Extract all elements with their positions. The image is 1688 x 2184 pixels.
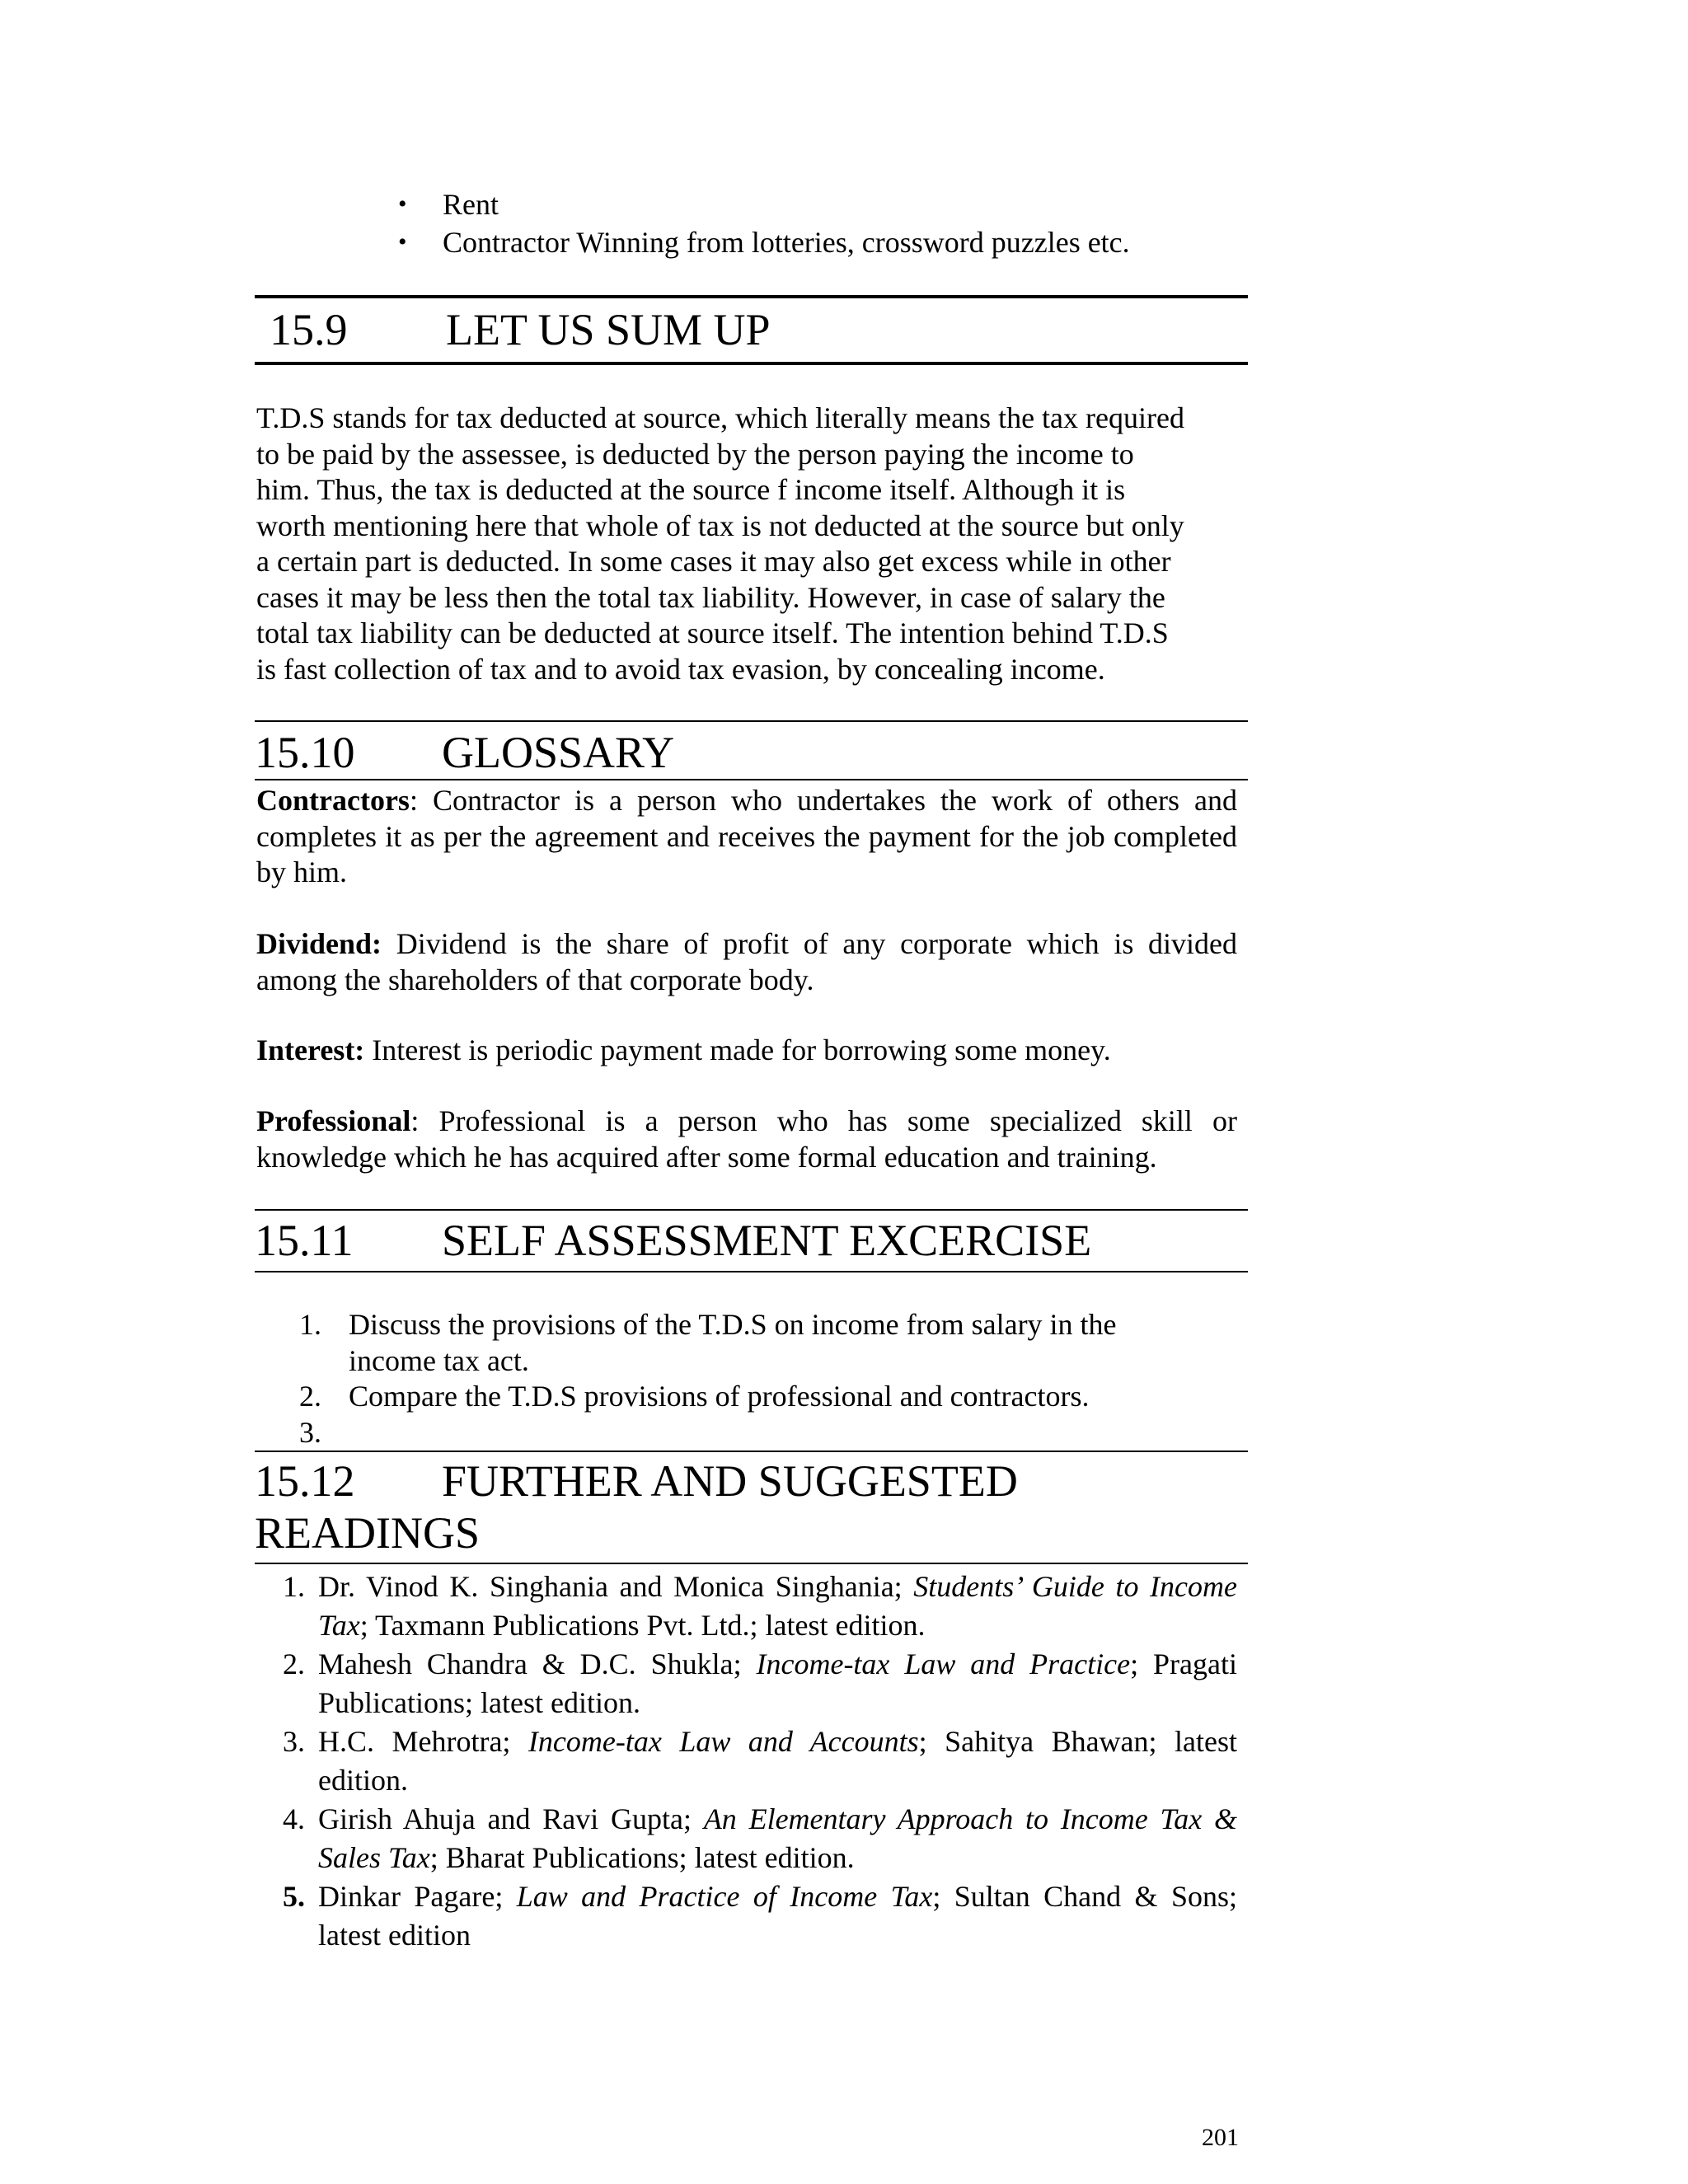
heading-rule-bottom — [255, 779, 1248, 780]
list-marker: 4. — [283, 1802, 305, 1835]
bullet-symbol: • — [398, 228, 407, 255]
section-heading-15-9 — [270, 305, 1263, 356]
section-heading-15-11 — [255, 1216, 1248, 1265]
glossary-definition: Dividend is the share of profit of any corporate which is divided among the shareholders of that corporate body. — [256, 927, 1237, 996]
section-title: LET US SUM UP — [446, 305, 771, 354]
list-marker: 3. — [283, 1725, 305, 1758]
heading-rule-top — [255, 720, 1248, 722]
section-number: 15.12 — [255, 1456, 355, 1506]
glossary-separator: : — [409, 784, 418, 817]
heading-rule-top — [255, 295, 1248, 298]
reading-item — [283, 1568, 1237, 1645]
glossary-entry-dividend — [256, 926, 1237, 998]
reading-title: An Elementary Approach to Income Tax & Sales Tax — [318, 1802, 1238, 1874]
list-marker: 5. — [283, 1880, 305, 1913]
section-title-continued: READINGS — [255, 1508, 481, 1558]
bullet-text: Contractor Winning from lotteries, crossword puzzles etc. — [443, 226, 1130, 259]
bullet-symbol: • — [398, 190, 407, 218]
section-number: 15.11 — [255, 1216, 354, 1265]
section-title: SELF ASSESSMENT EXCERCISE — [442, 1216, 1092, 1265]
glossary-definition: Contractor is a person who undertakes the work of others and completes it as per the agreement and receives the payment for the job completed by him. — [256, 784, 1237, 888]
section-title: FURTHER AND SUGGESTED — [442, 1456, 1018, 1506]
list-marker: 1. — [299, 1308, 321, 1341]
reading-title: Students’ Guide to Income Tax — [318, 1570, 1237, 1642]
list-marker: 3. — [299, 1415, 321, 1449]
section-heading-15-10 — [255, 728, 1248, 777]
reading-item — [283, 1877, 1237, 1955]
reading-item — [283, 1800, 1238, 1877]
list-item-line: Discuss the provisions of the T.D.S on income from salary in the — [349, 1308, 1117, 1341]
reading-publisher: ; Bharat Publications; latest edition. — [429, 1841, 855, 1874]
glossary-definition: Professional is a person who has some specialized skill or knowledge which he has acquired after some formal education and training. — [256, 1104, 1237, 1174]
reading-author: Dinkar Pagare; — [318, 1880, 517, 1913]
glossary-term: Professional — [256, 1104, 411, 1137]
reading-publisher: ; Pragati Publications; latest edition. — [318, 1647, 1237, 1719]
list-item-line: income tax act. — [349, 1343, 529, 1377]
glossary-term: Dividend: — [256, 927, 382, 960]
paragraph-line: is fast collection of tax and to avoid tax evasion, by concealing income. — [256, 652, 1105, 686]
heading-rule-top — [255, 1209, 1248, 1211]
glossary-separator: : — [410, 1104, 420, 1137]
glossary-definition: Interest is periodic payment made for borrowing some money. — [364, 1033, 1111, 1066]
reading-publisher: ; Taxmann Publications Pvt. Ltd.; latest edition. — [359, 1609, 926, 1642]
paragraph-line: total tax liability can be deducted at source itself. The intention behind T.D.S — [256, 616, 1169, 649]
list-item-line: Compare the T.D.S provisions of professional and contractors. — [349, 1380, 1090, 1413]
heading-rule-bottom — [255, 362, 1248, 365]
reading-publisher: ; Sahitya Bhawan; latest edition. — [318, 1725, 1237, 1797]
section-number: 15.9 — [270, 305, 348, 354]
summary-paragraph — [256, 401, 1254, 687]
reading-author: Girish Ahuja and Ravi Gupta; — [318, 1802, 704, 1835]
list-marker: 1. — [283, 1570, 305, 1603]
glossary-term: Contractors — [256, 784, 410, 817]
bullet-item — [398, 185, 1130, 223]
paragraph-line: T.D.S stands for tax deducted at source, which literally means the tax required — [256, 401, 1184, 434]
reading-author: Mahesh Chandra & D.C. Shukla; — [318, 1647, 757, 1680]
paragraph-line: worth mentioning here that whole of tax is not deducted at the source but only — [256, 509, 1184, 542]
glossary-entry-interest — [256, 1033, 1237, 1069]
reading-item — [283, 1645, 1237, 1722]
list-item — [301, 1379, 1207, 1415]
glossary-entry-professional — [256, 1104, 1237, 1175]
page-number: 201 — [1202, 2124, 1239, 2151]
list-marker: 2. — [283, 1647, 305, 1680]
reading-title: Income-tax Law and Accounts — [528, 1725, 919, 1758]
section-heading-15-12 — [255, 1456, 1248, 1558]
list-marker: 2. — [299, 1380, 321, 1413]
reading-publisher: ; Sultan Chand & Sons; latest edition — [318, 1880, 1237, 1952]
readings-list — [283, 1568, 1238, 1955]
heading-rule-top — [255, 1451, 1248, 1452]
reading-author: Dr. Vinod K. Singhania and Monica Singhania; — [318, 1570, 914, 1603]
reading-title: Law and Practice of Income Tax — [516, 1880, 933, 1913]
heading-rule-bottom — [255, 1563, 1248, 1564]
bullet-item — [398, 223, 1130, 261]
list-item — [301, 1415, 1207, 1451]
glossary-term: Interest: — [256, 1033, 365, 1066]
paragraph-line: cases it may be less then the total tax liability. However, in case of salary the — [256, 580, 1165, 614]
reading-title: Income-tax Law and Practice — [756, 1647, 1131, 1680]
section-title: GLOSSARY — [442, 728, 675, 777]
list-item — [301, 1307, 1207, 1379]
exercise-list — [301, 1307, 1207, 1451]
reading-author: H.C. Mehrotra; — [318, 1725, 528, 1758]
paragraph-line: a certain part is deducted. In some cases it may also get excess while in other — [256, 545, 1171, 578]
glossary-entry-contractors — [256, 783, 1237, 891]
bullet-list — [398, 185, 1130, 261]
paragraph-line: to be paid by the assessee, is deducted by the person paying the income to — [256, 437, 1134, 471]
heading-rule-bottom — [255, 1271, 1248, 1272]
section-number: 15.10 — [255, 728, 355, 777]
bullet-text: Rent — [443, 188, 499, 221]
reading-item — [283, 1722, 1237, 1800]
paragraph-line: him. Thus, the tax is deducted at the source f income itself. Although it is — [256, 473, 1126, 506]
